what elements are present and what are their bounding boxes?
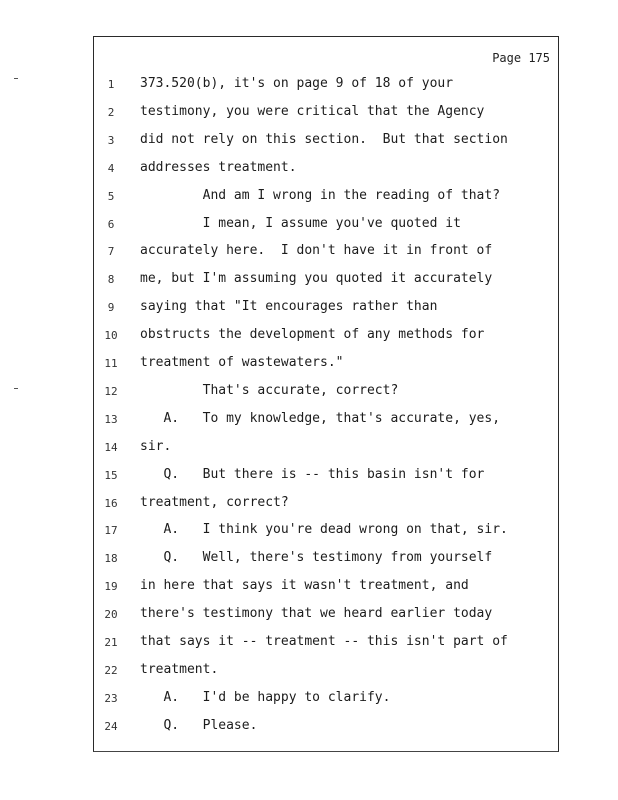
line-text: in here that says it wasn't treatment, and xyxy=(140,578,469,594)
transcript-line xyxy=(94,661,558,681)
line-text: A. I think you're dead wrong on that, sir. xyxy=(140,522,508,538)
line-text: A. To my knowledge, that's accurate, yes, xyxy=(140,410,501,426)
line-number: 2 xyxy=(107,105,115,119)
line-number: 21 xyxy=(104,636,118,649)
line-number: 8 xyxy=(107,273,115,287)
line-number: 6 xyxy=(107,217,115,231)
line-number: 1 xyxy=(107,78,115,91)
transcript-page xyxy=(93,36,559,752)
line-text: 373.520(b), it's on page 9 of 18 of your xyxy=(140,76,454,91)
line-number: 7 xyxy=(107,245,115,259)
line-text: testimony, you were critical that the Agency xyxy=(140,103,485,119)
transcript-line xyxy=(94,103,558,123)
line-number: 24 xyxy=(104,719,118,733)
line-number: 22 xyxy=(104,663,118,677)
line-text: that says it -- treatment -- this isn't part of xyxy=(140,634,508,649)
transcript-line xyxy=(94,521,558,541)
line-text: A. I'd be happy to clarify. xyxy=(140,689,391,705)
line-text: saying that "It encourages rather than xyxy=(140,299,438,315)
line-text: there's testimony that we heard earlier today xyxy=(140,606,493,622)
transcript-line xyxy=(94,298,558,318)
line-text: treatment of wastewaters." xyxy=(140,355,344,370)
transcript-line xyxy=(94,438,558,458)
line-number: 18 xyxy=(104,552,118,566)
line-number: 12 xyxy=(104,384,118,398)
line-text: And am I wrong in the reading of that? xyxy=(140,187,501,203)
line-text: Q. Well, there's testimony from yourself xyxy=(140,550,493,566)
line-text: obstructs the development of any methods for xyxy=(140,327,485,343)
line-number: 17 xyxy=(104,524,118,538)
line-number: 5 xyxy=(107,189,115,203)
line-number: 23 xyxy=(104,691,118,705)
line-number: 4 xyxy=(107,161,115,175)
transcript-line xyxy=(94,577,558,597)
line-number: 15 xyxy=(104,468,118,482)
line-text: me, but I'm assuming you quoted it accurately xyxy=(140,271,493,287)
line-text: addresses treatment. xyxy=(140,159,297,175)
line-text: treatment, correct? xyxy=(140,494,289,510)
line-number: 10 xyxy=(104,329,118,343)
transcript-line xyxy=(94,131,558,151)
transcript-line xyxy=(94,159,558,179)
transcript-line xyxy=(94,75,558,95)
line-text: That's accurate, correct? xyxy=(140,382,399,398)
line-number: 14 xyxy=(104,440,118,454)
transcript-line xyxy=(94,187,558,207)
transcript-line xyxy=(94,242,558,262)
scan-speck xyxy=(14,78,18,79)
transcript-line xyxy=(94,270,558,290)
line-text: treatment. xyxy=(140,661,219,677)
line-text: Q. Please. xyxy=(140,717,258,733)
line-number: 11 xyxy=(104,357,118,370)
line-number: 9 xyxy=(107,301,115,315)
line-number: 20 xyxy=(104,608,118,622)
transcript-line xyxy=(94,326,558,346)
transcript-line xyxy=(94,605,558,625)
line-number: 3 xyxy=(107,133,115,147)
transcript-line xyxy=(94,717,558,737)
transcript-line xyxy=(94,633,558,653)
line-text: sir. xyxy=(140,438,172,454)
transcript-line xyxy=(94,354,558,374)
transcript-line xyxy=(94,549,558,569)
transcript-line xyxy=(94,494,558,514)
line-text: Q. But there is -- this basin isn't for xyxy=(140,466,485,482)
line-number: 13 xyxy=(104,412,118,426)
line-number: 19 xyxy=(104,580,118,594)
line-text: did not rely on this section. But that section xyxy=(140,131,508,147)
page-number: Page 175 xyxy=(492,51,550,65)
line-text: I mean, I assume you've quoted it xyxy=(140,215,461,231)
transcript-line xyxy=(94,466,558,486)
transcript-line xyxy=(94,382,558,402)
transcript-line xyxy=(94,410,558,430)
transcript-line xyxy=(94,689,558,709)
line-number: 16 xyxy=(104,496,118,510)
line-text: accurately here. I don't have it in front of xyxy=(140,243,493,259)
transcript-line xyxy=(94,215,558,235)
scan-speck xyxy=(14,388,18,389)
